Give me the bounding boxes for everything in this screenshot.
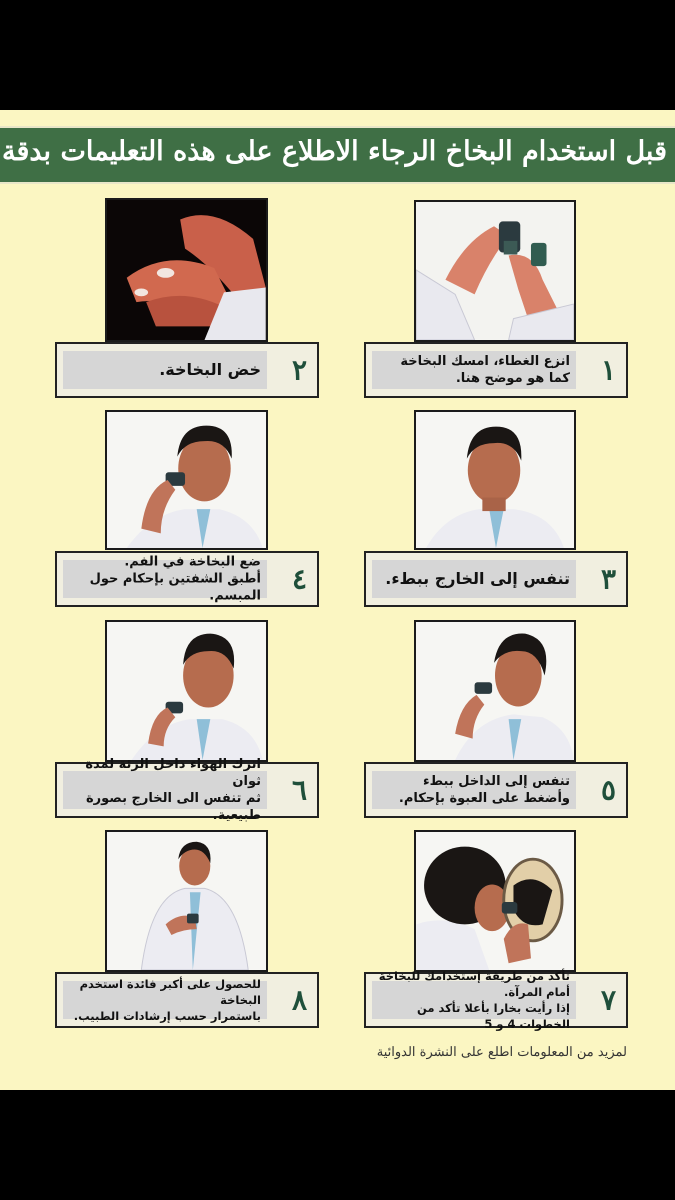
step-3-caption [364, 551, 628, 607]
hands-holding-inhaler-illustration [416, 202, 574, 340]
caption-line-1: تأكد من طريقة إستخدامك للبخاخة أمام المرآة. [378, 969, 570, 999]
footer-note: لمزيد من المعلومات اطلع على النشرة الدوائية [376, 1045, 627, 1060]
caption-text [400, 353, 570, 387]
step-5-caption [364, 762, 628, 818]
step-4-photo [105, 410, 268, 550]
holding-breath-illustration [107, 622, 266, 760]
caption-backdrop [63, 351, 267, 389]
caption-line-1: انزع الغطاء، امسك البخاخة [400, 354, 570, 369]
caption-text [372, 968, 570, 1032]
step-number: ١ [600, 353, 616, 387]
step-2-photo [105, 198, 268, 342]
man-exhaling-illustration [416, 412, 574, 548]
step-6-caption [55, 757, 319, 823]
step-8-caption [55, 972, 319, 1028]
step-6-photo [105, 620, 268, 762]
step-1-caption [364, 342, 628, 398]
regular-use-illustration [107, 832, 266, 970]
inhaling-slowly-illustration [416, 622, 574, 760]
caption-backdrop [63, 554, 267, 604]
page-title: قبل استخدام البخاخ الرجاء الاطلاع على هذه التعليمات بدقة [1, 136, 667, 167]
caption-backdrop [63, 757, 267, 823]
caption-line-2: ثم تنفس الى الخارج بصورة طبيعية. [85, 791, 261, 823]
caption-line-2: أطبق الشفتين بإحكام حول المبسم. [89, 571, 261, 604]
step-number: ٢ [291, 353, 307, 387]
caption-text [63, 554, 261, 605]
caption-backdrop [372, 351, 576, 389]
step-8-photo [105, 830, 268, 972]
caption-line-2: إذا رأيت بخارا بأعلا تأكد من الخطوات 4 و 5 [416, 1001, 570, 1031]
shaking-inhaler-illustration [107, 200, 266, 340]
caption-backdrop [63, 977, 267, 1023]
caption-line-2: باستمرار حسب إرشادات الطبيب. [73, 1009, 261, 1023]
title-banner [0, 126, 675, 184]
caption-text [159, 360, 261, 380]
step-3-photo [414, 410, 576, 550]
caption-text [63, 976, 261, 1024]
step-7-photo [414, 830, 576, 972]
caption-line-2: كما هو موضح هنا. [455, 371, 570, 386]
step-7-caption [364, 969, 628, 1031]
step-number: ٣ [600, 562, 616, 596]
caption-backdrop [372, 771, 576, 809]
caption-line-1: للحصول على أكبر فائدة استخدم البخاخة [79, 977, 261, 1007]
caption-line-1: خض البخاخة. [159, 360, 261, 379]
mirror-check-illustration [416, 832, 574, 970]
step-5-photo [414, 620, 576, 762]
caption-backdrop [372, 560, 576, 598]
caption-backdrop [372, 969, 576, 1031]
caption-text [63, 756, 261, 824]
step-number: ٨ [291, 983, 307, 1017]
caption-line-1: تنفس إلى الخارج ببطء. [385, 569, 570, 588]
step-number: ٧ [600, 983, 616, 1017]
inhaler-in-mouth-illustration [107, 412, 266, 548]
caption-line-1: تنفس إلى الداخل ببطء [422, 774, 570, 789]
caption-line-1: اترك الهواء داخل الرئة لمدة ثوان [85, 757, 261, 789]
caption-line-1: ضع البخاخة في الفم. [124, 554, 261, 570]
caption-line-2: وأضغط على العبوة بإحكام. [398, 791, 570, 806]
caption-text [385, 569, 570, 589]
step-number: ٥ [600, 773, 616, 807]
step-number: ٤ [291, 562, 307, 596]
step-1-photo [414, 200, 576, 342]
step-4-caption [55, 551, 319, 607]
step-2-caption [55, 342, 319, 398]
step-number: ٦ [291, 773, 307, 807]
caption-text [399, 773, 570, 807]
